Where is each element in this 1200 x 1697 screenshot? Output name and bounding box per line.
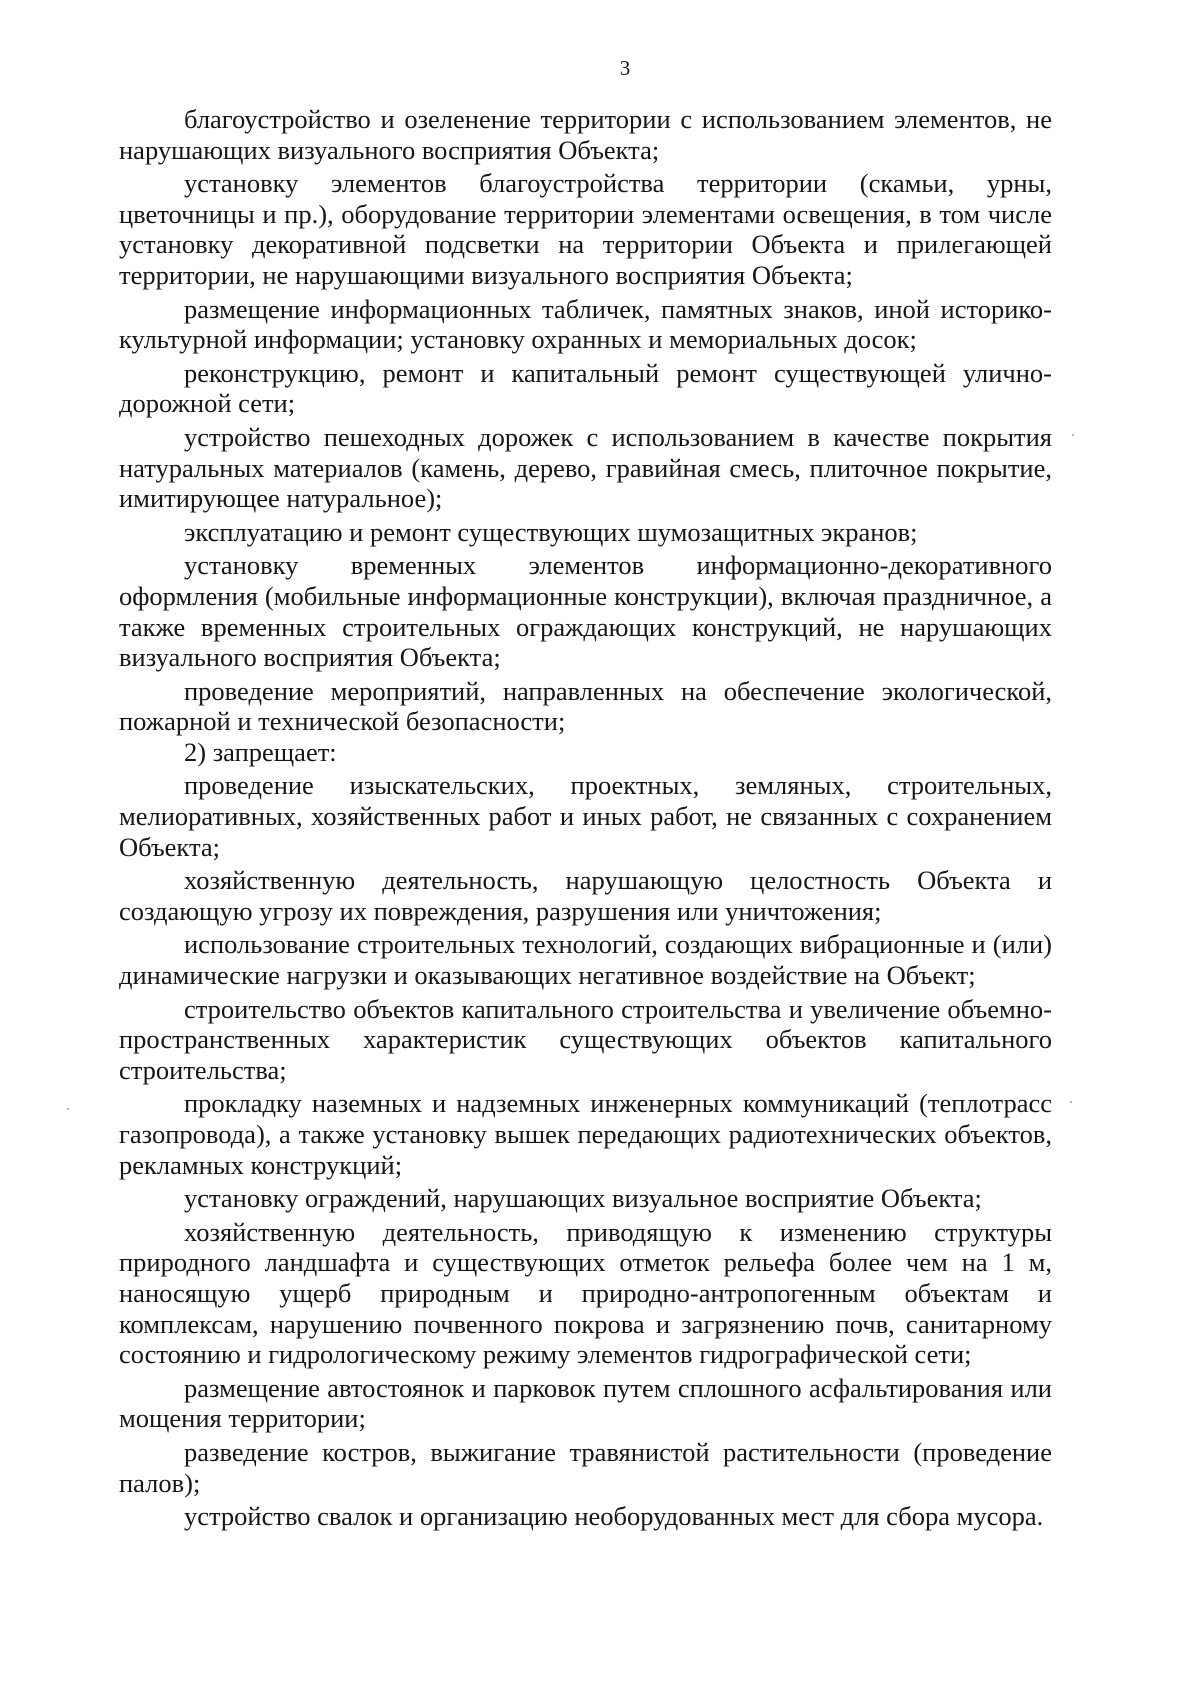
paragraph: устройство свалок и организацию необорудованных мест для сбора мусора. bbox=[184, 1501, 1044, 1532]
paragraph: установку элементов благоустройства территории (скамьи, урны, цветочницы и пр.), оборудование территории элементами освещения, в том числе установку декоративной подсветки на территории Объекта и прилегающей территории, не нарушающими визуального восприятия Объекта; bbox=[119, 168, 1052, 290]
paragraph: строительство объектов капитального строительства и увеличение объемно-пространственных характеристик существующих объектов капитального строительства; bbox=[119, 993, 1052, 1085]
paragraph: проведение мероприятий, направленных на обеспечение экологической, пожарной и технической безопасности; bbox=[119, 675, 1052, 737]
document-body bbox=[119, 104, 1052, 1532]
paragraph: устройство пешеходных дорожек с использованием в качестве покрытия натуральных материалов (камень, дерево, гравийная смесь, плиточное покрытие, имитирующее натуральное); bbox=[119, 421, 1052, 514]
paragraph: благоустройство и озеленение территории с использованием элементов, не нарушающих визуального восприятия Объекта; bbox=[119, 104, 1052, 165]
paragraph: разведение костров, выжигание травянистой растительности (проведение палов); bbox=[119, 1436, 1052, 1498]
paragraph: эксплуатацию и ремонт существующих шумозащитных экранов; bbox=[184, 516, 918, 547]
paragraph: прокладку наземных и надземных инженерных коммуникаций (теплотрасс газопровода), а также установку вышек передающих радиотехнических объектов, рекламных конструкций; bbox=[119, 1088, 1052, 1180]
paragraph: установку временных элементов информационно-декоративного оформления (мобильные информационные конструкции), включая праздничное, а также временных строительных ограждающих конструкций, не нарушающих визуального восприятия Объекта; bbox=[119, 550, 1052, 673]
paragraph: размещение информационных табличек, памятных знаков, иной историко-культурной информации; установку охранных и мемориальных досок; bbox=[119, 293, 1052, 355]
scan-speck bbox=[67, 1108, 69, 1110]
paragraph: хозяйственную деятельность, нарушающую целостность Объекта и создающую угрозу их повреждения, разрушения или уничтожения; bbox=[119, 865, 1052, 926]
page-number: 3 bbox=[619, 56, 631, 80]
paragraph: проведение изыскательских, проектных, земляных, строительных, мелиоративных, хозяйственных работ и иных работ, не связанных с сохранением Объекта; bbox=[119, 770, 1052, 862]
scan-speck bbox=[1070, 1101, 1072, 1103]
scan-speck bbox=[1072, 434, 1074, 436]
paragraph: размещение автостоянок и парковок путем сплошного асфальтирования или мощения территории; bbox=[119, 1372, 1052, 1434]
paragraph: использование строительных технологий, создающих вибрационные и (или) динамические нагрузки и оказывающих негативное воздействие на Объект; bbox=[119, 929, 1052, 991]
section-heading: 2) запрещает: bbox=[184, 736, 337, 767]
paragraph: установку ограждений, нарушающих визуальное восприятие Объекта; bbox=[184, 1183, 982, 1214]
paragraph: хозяйственную деятельность, приводящую к изменению структуры природного ландшафта и существующих отметок рельефа более чем на 1 м, наносящую ущерб природным и природно-антропогенным объектам и комплексам, нарушению почвенного покрова и загрязнению почв, санитарному состоянию и гидрологическому режиму элементов гидрографической сети; bbox=[119, 1216, 1052, 1370]
paragraph: реконструкцию, ремонт и капитальный ремонт существующей улично-дорожной сети; bbox=[119, 357, 1052, 419]
